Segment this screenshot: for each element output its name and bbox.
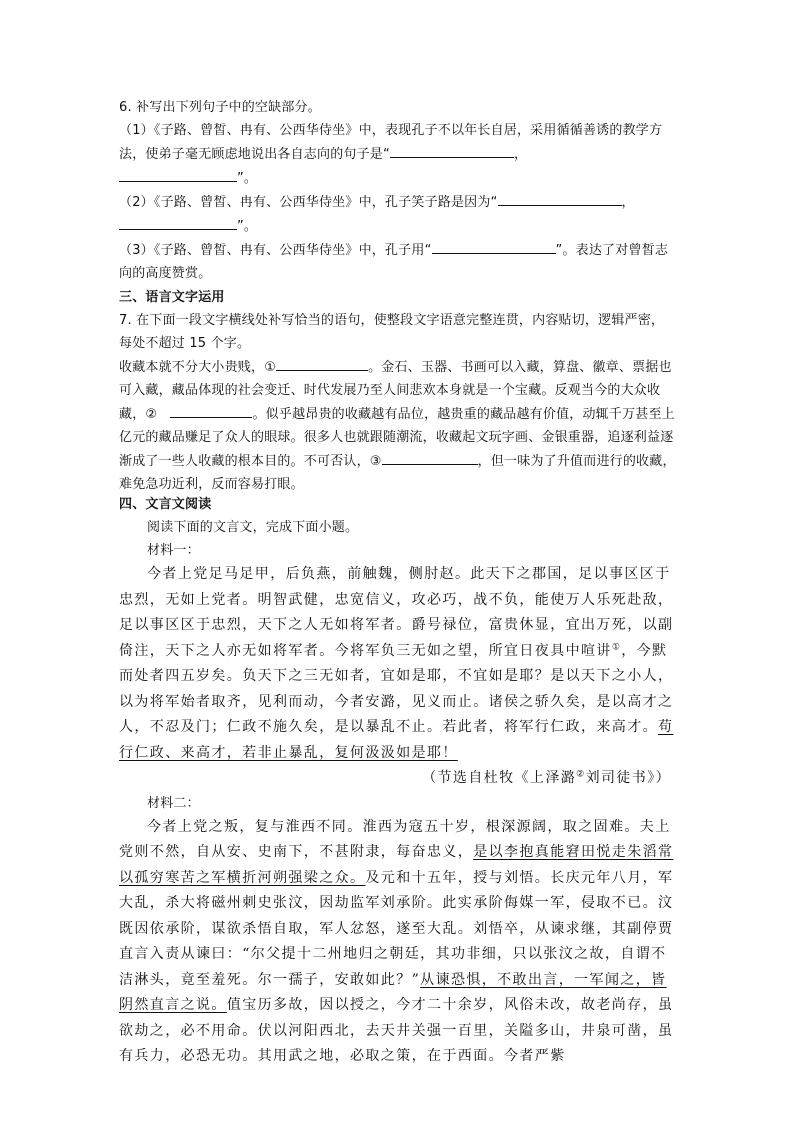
comma: ， [621, 195, 635, 210]
material-1-text [119, 562, 677, 766]
question-7-passage [119, 355, 677, 496]
material-1-body: 今者上党足马足甲，后负燕，前触魏，侧肘赵。此天下之郡国，足以事区区于忠烈，无如上党者。明智武健，忠宽信义，攻必巧，战不负，能使万人乐死赴敌，足以事区区于忠烈，天下之人无如将军者。爵号禄位，富贵休显，宜出万死，以副倚注，天下之人亦无如将军者。今将军负三无如之望，所宜日夜具中喧讲 [119, 566, 674, 659]
footnote-marker: ① [611, 641, 622, 652]
answer-blank[interactable] [498, 190, 622, 206]
source-text: （节选自杜牧《上泽潞 [422, 770, 577, 786]
question-6-item-3-tail: ”。表达了对曾皙志向的高度赞赏。 [119, 243, 669, 281]
question-6-item-1 [119, 119, 677, 190]
answer-blank[interactable] [382, 449, 478, 465]
material-1-body: ，今默而处者四五岁矣。负天下之三无如者，宜如是耶，不宜如是耶？是以天下之小人，以为将军始者取齐，见利而动，今者安潞，见义而止。诸侯之骄久矣，是以高才之人，不忍及门；仁政不施久矣，是以暴乱不止。若此者，将军行仁政，来高才。 [119, 642, 674, 735]
answer-blank[interactable] [276, 355, 368, 371]
footnote-marker: ② [576, 769, 586, 780]
section-4-heading: 四、文言文阅读 [119, 497, 212, 512]
question-6-item-2-text: （2）《子路、曾皙、冉有、公西华侍坐》中，孔子笑子路是因为“ [119, 195, 498, 210]
comma: ， [513, 147, 528, 162]
section-4 [119, 493, 677, 1070]
passage-text: ，但一味为了升值而进行的收藏，难免急功近利，反而容易打眼。 [119, 454, 676, 492]
material-2-text [119, 815, 677, 1070]
section-3 [119, 286, 677, 496]
source-text: 刘司徒书》） [585, 770, 671, 786]
material-2-body: 今者上党之叛，复与淮西不同。淮西为寇五十岁，根深源阔，取之固难。夫上党则不然，自从安、史南下，不甚附隶，每奋忠义， [119, 818, 671, 860]
material-1-source [119, 766, 677, 792]
underlined-sentence: 苟行仁政、来高才，若非止暴乱，复何汲汲如是耶！ [119, 719, 674, 761]
question-6-item-3-text: （3）《子路、曾皙、冉有、公西华侍坐》中，孔子用“ [119, 243, 432, 258]
answer-blank[interactable] [119, 214, 237, 230]
answer-blank[interactable] [170, 402, 252, 418]
question-6 [119, 96, 677, 285]
passage-text: 。似乎越昂贵的收藏越有品位，越贵重的藏品越有价值，动辄千万甚至上亿元的藏品赚足了众人的眼球。很多人也就跟随潮流，收藏起文玩字画、金银重器，追逐利益逐渐成了一些人收藏的根本目的。不可否认，③ [119, 407, 675, 469]
material-2-label: 材料二： [147, 795, 200, 811]
question-6-item-3 [119, 238, 677, 285]
section-4-instructions: 阅读下面的文言文，完成下面小题。 [147, 520, 359, 535]
question-6-title: 6. 补写出下列句子中的空缺部分。 [119, 100, 321, 115]
underlined-sentence: 是以李抱真能窘田悦走朱滔常以孤穷寒苦之军横折河朔强梁之众。 [119, 844, 674, 886]
end-quote: ”。 [237, 171, 258, 186]
answer-blank[interactable] [432, 238, 556, 254]
answer-blank[interactable] [119, 166, 237, 182]
passage-text: 。金石、玉器、书画可以入藏，算盘、徽章、票据也可入藏，藏品体现的社会变迁、时代发展乃至人间悲欢本身就是一个宝藏。反观当今的大众收藏，② [119, 360, 672, 422]
question-7: 7. 在下面一段文字横线处补写恰当的语句，使整段文字语意完整连贯，内容贴切，逻辑严密，每处不超过 15 个字。 [119, 313, 665, 351]
material-1-label: 材料一： [147, 543, 200, 558]
question-6-item-2 [119, 190, 677, 238]
answer-blank[interactable] [390, 142, 514, 158]
passage-text: 收藏本就不分大小贵贱，① [119, 360, 277, 375]
underlined-sentence: 从谏恐惧，不敢出言，一军闻之，皆阴然直言之说。 [119, 971, 667, 1013]
section-3-heading: 三、语言文字运用 [119, 290, 225, 305]
material-2-body: 及元和十五年，授与刘悟。长庆元年八月，军大乱，杀大将磁州刺史张汶，因劫监军刘承阶。此实承阶侮媒一军，侵取不已。汶既因依承阶，谋欲杀悟自取，军人忿怒，遂至大乱。刘悟卒，从谏求继，其副停贾直言入责从谏曰：“尔父提十二州地归之朝廷，其功非细，只以张汶之故，自谓不洁淋头，竟至羞死。尔一孺子，安敢如此？” [119, 869, 674, 988]
question-6-item-1-text: （1）《子路、曾皙、冉有、公西华侍坐》中，表现孔子不以年长自居，采用循循善诱的教学方法，使弟子毫无顾虑地说出各自志向的句子是“ [119, 123, 663, 162]
material-2-body: 值宝历多故，因以授之，今才二十余岁，风俗未改，故老尚存，虽欲劫之，必不用命。伏以河阳西北，去天井关强一百里，关隘多山，井泉可凿，虽有兵力，必恐无功。其用武之地，必取之策，在于西面。今者严紫 [119, 997, 674, 1064]
end-quote: ”。 [237, 219, 258, 234]
